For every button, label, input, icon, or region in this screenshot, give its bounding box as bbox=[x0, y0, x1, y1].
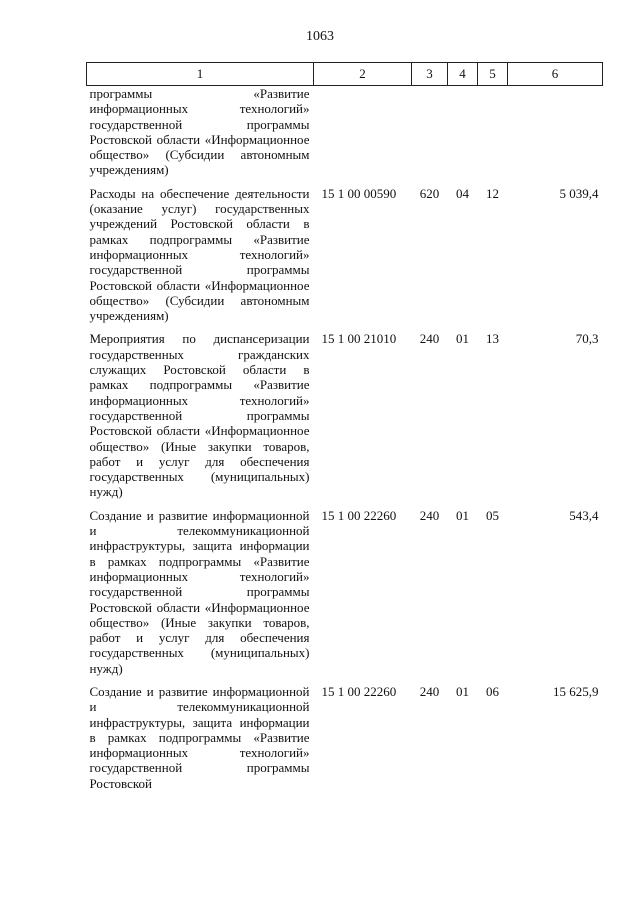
row-amount: 5 039,4 bbox=[559, 185, 599, 201]
column-header: 6 bbox=[508, 63, 603, 86]
row-amount: 543,4 bbox=[569, 507, 599, 523]
table-header-row bbox=[87, 63, 603, 86]
row-target-code: 15 1 00 22260 bbox=[321, 507, 397, 523]
row-section: 01 bbox=[456, 331, 469, 347]
column-header: 1 bbox=[87, 63, 314, 86]
row-amount: 70,3 bbox=[575, 331, 599, 347]
row-expense-type: 620 bbox=[419, 185, 440, 201]
row-section: 01 bbox=[456, 683, 469, 699]
row-subsection bbox=[478, 86, 508, 178]
row-expense-type bbox=[412, 86, 448, 178]
row-target-code: 15 1 00 22260 bbox=[321, 683, 397, 699]
row-expense-type: 240 bbox=[419, 331, 440, 347]
row-expense-type: 240 bbox=[419, 507, 440, 523]
row-amount: 15 625,9 bbox=[553, 683, 599, 699]
row-subsection: 06 bbox=[486, 683, 499, 699]
page-number: 1063 bbox=[306, 29, 334, 44]
row-target-code: 15 1 00 21010 bbox=[321, 331, 397, 347]
row-section: 01 bbox=[456, 507, 469, 523]
column-header: 3 bbox=[412, 63, 448, 86]
row-description: программы «Развитие информационных технологий» государственной программы Ростовской области «Информационное общество» (Субсидии автономным учреждениям) bbox=[89, 86, 310, 178]
column-header: 5 bbox=[478, 63, 508, 86]
row-target-code: 15 1 00 00590 bbox=[321, 185, 397, 201]
row-description: Расходы на обеспечение деятельности (оказание услуг) государственных учреждений Ростовской области в рамках подпрограммы «Развитие информационных технологий» государственной программы Ростовской области «Информационное общество» (Субсидии автономным учреждениям) bbox=[89, 185, 310, 324]
column-header: 4 bbox=[448, 63, 478, 86]
row-target-code bbox=[314, 86, 412, 178]
row-description: Создание и развитие информационной и телекоммуникационной инфраструктуры, защита информации в рамках подпрограммы «Развитие информационных технологий» государственной программы Ростовской области «Информационное общество» (Иные закупки товаров, работ и услуг для обеспечения государственных (муниципальных) нужд) bbox=[89, 507, 310, 676]
row-description: Мероприятия по диспансеризации государственных гражданских служащих Ростовской области в рамках подпрограммы «Развитие информационных технологий» государственной программы Ростовской области «Информационное общество» (Иные закупки товаров, работ и услуг для обеспечения государственных (муниципальных) нужд) bbox=[89, 331, 310, 500]
table-row bbox=[87, 86, 603, 178]
row-subsection: 13 bbox=[486, 331, 499, 347]
row-amount bbox=[508, 86, 603, 178]
table-row bbox=[87, 508, 603, 676]
table-row bbox=[87, 186, 603, 324]
table-row bbox=[87, 331, 603, 499]
row-subsection: 12 bbox=[486, 185, 499, 201]
row-expense-type: 240 bbox=[419, 683, 440, 699]
row-subsection: 05 bbox=[486, 507, 499, 523]
budget-table bbox=[86, 62, 603, 791]
table-row bbox=[87, 684, 603, 791]
row-section: 04 bbox=[456, 185, 469, 201]
row-section bbox=[448, 86, 478, 178]
column-header: 2 bbox=[314, 63, 412, 86]
row-description: Создание и развитие информационной и телекоммуникационной инфраструктуры, защита информации в рамках подпрограммы «Развитие информационных технологий» государственной программы Ростовской bbox=[89, 683, 310, 791]
